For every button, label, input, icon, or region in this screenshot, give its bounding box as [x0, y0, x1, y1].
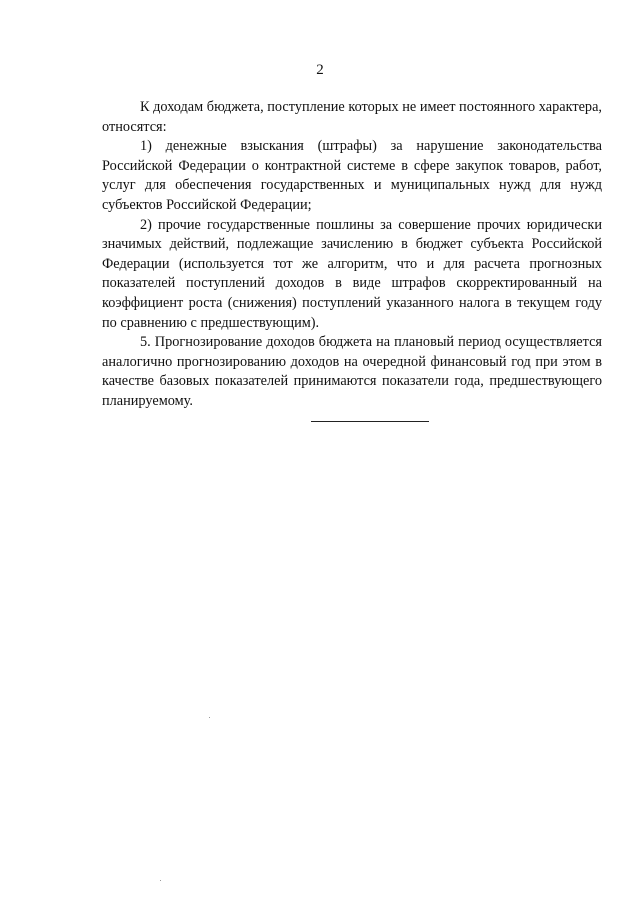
paragraph-item-1: 1) денежные взыскания (штрафы) за нарушение законодательства Российской Федерации о контрактной системе в сфере закупок товаров, работ, услуг для обеспечения государственных и муниципальных нужд для нужд субъектов Российской Федерации; — [102, 138, 602, 213]
scan-speck — [160, 880, 161, 881]
paragraph-item-2: 2) прочие государственные пошлины за совершение прочих юридически значимых действий, подлежащие зачислению в бюджет субъекта Российской Федерации (используется тот же алгоритм, что и для расчета прогнозных показателей поступлений доходов в виде штрафов скорректированный на коэффициент роста (снижения) поступлений указанного налога в текущем году по сравнению с предшествующим). — [102, 216, 602, 331]
document-body — [102, 98, 602, 412]
end-of-text-rule — [311, 421, 429, 422]
scan-speck — [209, 717, 210, 718]
page-number: 2 — [316, 62, 324, 78]
paragraph-intro: К доходам бюджета, поступление которых не имеет постоянного характера, относятся: — [102, 99, 602, 135]
paragraph-item-5: 5. Прогнозирование доходов бюджета на плановый период осуществляется аналогично прогнозированию доходов на очередной финансовый год при этом в качестве базовых показателей принимаются показатели года, предшествующего планируемому. — [102, 334, 602, 409]
